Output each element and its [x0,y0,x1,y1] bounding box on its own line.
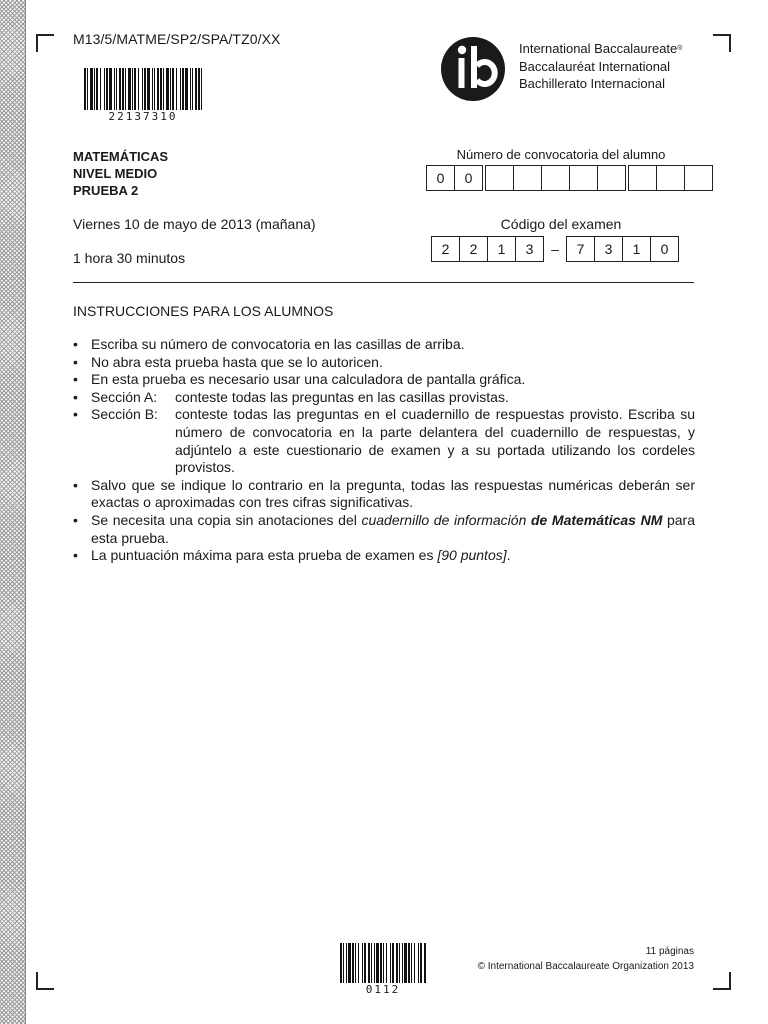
exam-code-digit: 0 [650,236,679,262]
exam-date: Viernes 10 de mayo de 2013 (mañana) [73,216,316,232]
candidate-digit-box[interactable] [597,165,626,191]
instruction-item-section-b [73,406,695,476]
footer-info [440,944,694,974]
instruction-subject-name: de Matemáticas NM [526,511,663,528]
instructions-title: INSTRUCCIONES PARA LOS ALUMNOS [73,303,334,319]
instruction-text: . [506,547,511,564]
instruction-item [73,512,695,547]
divider [73,282,694,283]
document-code: M13/5/MATME/SP2/SPA/TZ0/XX [73,31,281,47]
section-b-text: conteste todas las preguntas en el cuadernillo de respuestas provisto. Escriba su número de convocatoria en la parte delantera del cuadernillo de respuestas, y adjúntelo a este cuestionario de examen y a su portada utilizando los cordeles provistos. [175,406,695,476]
org-name-en: International Baccalaureate [519,41,678,56]
candidate-digit-box[interactable] [513,165,542,191]
instruction-item [73,547,695,565]
subject-block [73,148,168,199]
instruction-item: • En esta prueba es necesario usar una calculadora de pantalla gráfica. [73,371,695,389]
instruction-item-section-a [73,389,695,407]
candidate-digit-box[interactable] [684,165,713,191]
copyright: © International Baccalaureate Organization 2013 [477,961,694,972]
instruction-item: • Escriba su número de convocatoria en las casillas de arriba. [73,336,695,354]
instruction-text: La puntuación máxima para esta prueba de examen es [91,547,438,564]
paper-number: PRUEBA 2 [73,183,139,198]
corner-mark-top-right [713,34,731,52]
bottom-barcode-number: 0112 [365,983,401,996]
page-count: 11 páginas [645,946,694,957]
instruction-item: • Salvo que se indique lo contrario en la pregunta, todas las respuestas numéricas deberán ser exactas o aproximadas con tres cifras significativas. [73,477,695,512]
exam-duration: 1 hora 30 minutos [73,250,186,266]
exam-code-digit: 3 [515,236,544,262]
instruction-booklet-name: cuadernillo de información [361,511,527,528]
exam-code-digit: 2 [459,236,488,262]
instructions-list [73,336,695,565]
exam-code-label: Código del examen [500,216,622,232]
section-a-text: conteste todas las preguntas en las casillas provistas. [175,388,509,405]
organization-names: International Baccalaureate® Baccalauréat International Bachillerato Internacional [519,41,683,91]
exam-code-boxes [432,236,679,262]
exam-code-digit: 2 [431,236,460,262]
corner-mark-bottom-left [36,972,54,990]
candidate-number-boxes[interactable] [427,165,713,191]
candidate-digit-box[interactable] [569,165,598,191]
org-name-es: Bachillerato Internacional [519,76,665,91]
subject-level: NIVEL MEDIO [73,166,158,181]
candidate-digit-box[interactable]: 0 [426,165,455,191]
exam-code-digit: 7 [566,236,595,262]
barcode-icon [84,68,202,110]
candidate-digit-box[interactable] [628,165,657,191]
section-a-label: • Sección A: [91,388,158,405]
candidate-digit-box[interactable] [656,165,685,191]
subject-title: MATEMÁTICAS [73,149,169,164]
exam-code-digit: 1 [487,236,516,262]
candidate-number-label: Número de convocatoria del alumno [456,147,666,162]
max-points: [90 puntos] [437,547,507,564]
org-name-fr: Baccalauréat International [519,58,671,74]
barcode-icon [340,943,426,983]
instruction-text: Se necesita una copia sin anotaciones del [91,511,362,528]
bottom-barcode [340,943,426,996]
top-barcode [84,68,202,123]
corner-mark-bottom-right [713,972,731,990]
exam-code-digit: 1 [622,236,651,262]
instruction-item: • No abra esta prueba hasta que se lo autoricen. [73,354,695,372]
instruction-text: para esta prueba. [91,511,695,546]
ib-logo-icon [440,36,510,102]
candidate-digit-box[interactable] [485,165,514,191]
section-b-label: • Sección B: [91,406,158,423]
top-barcode-number: 22137310 [108,110,178,123]
candidate-digit-box[interactable]: 0 [454,165,483,191]
exam-code-digit: 3 [594,236,623,262]
corner-mark-top-left [36,34,54,52]
exam-code-separator: – [551,241,559,257]
perforated-margin [0,0,26,1024]
candidate-digit-box[interactable] [541,165,570,191]
